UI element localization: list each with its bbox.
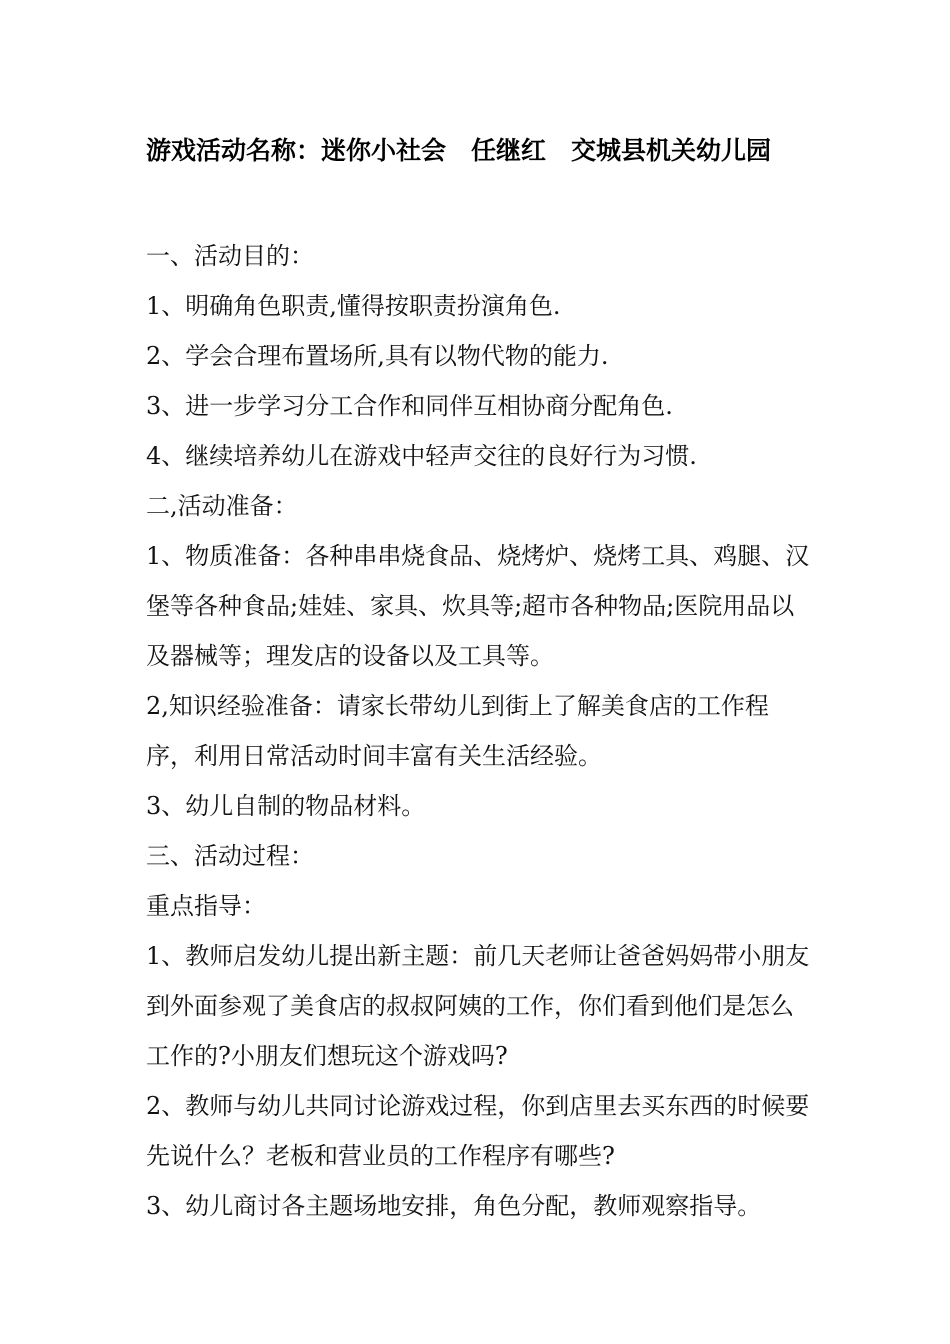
paragraph: 2、教师与幼儿共同讨论游戏过程，你到店里去买东西的时候要先说什么？老板和营业员的工作程序有哪些?	[146, 1092, 810, 1170]
paragraph: 2,知识经验准备：请家长带幼儿到街上了解美食店的工作程序，利用日常活动时间丰富有关生活经验。	[146, 692, 769, 770]
paragraph: 1、教师启发幼儿提出新主题：前几天老师让爸爸妈妈带小朋友到外面参观了美食店的叔叔阿姨的工作，你们看到他们是怎么工作的?小朋友们想玩这个游戏吗?	[146, 942, 810, 1070]
document-body	[146, 231, 814, 1231]
paragraph: 3、幼儿自制的物品材料。	[146, 792, 426, 820]
paragraph: 1、物质准备：各种串串烧食品、烧烤炉、烧烤工具、鸡腿、汉堡等各种食品;娃娃、家具、炊具等;超市各种物品;医院用品以及器械等；理发店的设备以及工具等。	[146, 542, 810, 670]
paragraph: 3、进一步学习分工合作和同伴互相协商分配角色.	[146, 392, 673, 420]
section-heading-process: 三、活动过程：	[146, 842, 314, 870]
paragraph: 2、学会合理布置场所,具有以物代物的能力.	[146, 342, 609, 370]
paragraph: 1、明确角色职责,懂得按职责扮演角色.	[146, 292, 561, 320]
section-heading-preparation: 二,活动准备：	[146, 492, 298, 520]
document-title: 游戏活动名称：迷你小社会 任继红 交城县机关幼儿园	[146, 136, 772, 165]
paragraph: 3、幼儿商讨各主题场地安排，角色分配，教师观察指导。	[146, 1192, 762, 1220]
section-heading-objectives: 一、活动目的：	[146, 242, 314, 270]
paragraph: 4、继续培养幼儿在游戏中轻声交往的良好行为习惯.	[146, 442, 697, 470]
subheading-key-guidance: 重点指导：	[146, 892, 266, 920]
